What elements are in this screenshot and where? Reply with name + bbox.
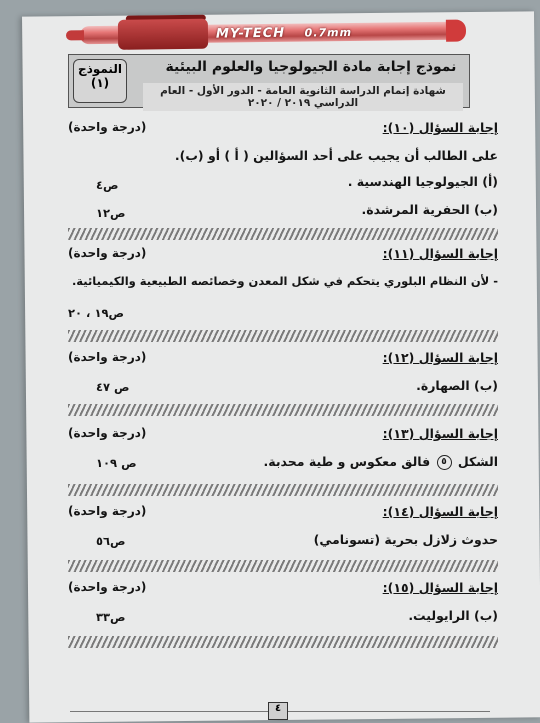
question-degree: (درجة واحدة) (68, 120, 147, 134)
question-degree: (درجة واحدة) (68, 504, 147, 518)
section-divider (68, 484, 498, 496)
section-divider (68, 560, 498, 572)
section-divider (68, 330, 498, 342)
page-reference: ص٣٣ (96, 610, 126, 624)
pen-size: 0.7mm (304, 25, 353, 40)
answer-line: (ب) الحفرية المرشدة. (361, 202, 498, 217)
question-title: إجابة السؤال (١٢): (382, 350, 498, 365)
page-reference: ص ١٠٩ (96, 456, 137, 470)
figure-number: ٥ (437, 455, 452, 470)
page-title: نموذج إجابة مادة الجيولوجيا والعلوم البيئية (165, 59, 457, 75)
question-title: إجابة السؤال (١٣): (382, 426, 498, 441)
answer-text: الشكل (457, 454, 498, 469)
question-degree: (درجة واحدة) (68, 426, 147, 440)
section-divider (68, 228, 498, 240)
question-title: إجابة السؤال (١٠): (382, 120, 498, 135)
page-reference: ص٤ (96, 178, 119, 192)
answer-line: (ب) الصهارة. (416, 378, 498, 393)
question-degree: (درجة واحدة) (68, 246, 147, 260)
pen (66, 16, 466, 51)
question-title: إجابة السؤال (١٤): (382, 504, 498, 519)
document-header (68, 54, 470, 108)
page-reference: ص ٤٧ (96, 380, 130, 394)
answer-line: - لأن النظام البلوري يتحكم في شكل المعدن وخصائصه الطبيعية والكيميائية. (71, 274, 498, 288)
page-number: ٤ (268, 702, 288, 720)
pen-end (446, 20, 466, 42)
answer-text: فالق معكوس و طية محدبة. (263, 454, 431, 469)
question-title: إجابة السؤال (١٥): (382, 580, 498, 595)
question-section (68, 246, 498, 326)
page-reference: ص٥٦ (96, 534, 126, 548)
pen-brand: MY-TECH (215, 25, 286, 42)
section-divider (68, 636, 498, 648)
answer-line: حدوث زلازل بحرية (تسونامي) (313, 532, 498, 547)
question-section (68, 426, 498, 476)
question-section (68, 120, 498, 220)
answer-line: على الطالب أن يجيب على أحد السؤالين ( أ ) أو (ب). (174, 148, 498, 163)
answer-line (264, 454, 498, 470)
question-degree: (درجة واحدة) (68, 580, 147, 594)
pen-tip (66, 30, 84, 40)
pen-cap (118, 19, 208, 50)
question-degree: (درجة واحدة) (68, 350, 147, 364)
page-reference: ص١٢ (96, 206, 126, 220)
answer-line: (ب) الرايوليت. (408, 608, 498, 623)
question-title: إجابة السؤال (١١): (382, 246, 498, 261)
pen-label (216, 25, 352, 42)
answer-line: (أ) الجيولوجيا الهندسية . (347, 174, 498, 189)
section-divider (68, 404, 498, 416)
question-section (68, 350, 498, 400)
question-section (68, 580, 498, 630)
model-label: النموذج (78, 62, 122, 76)
page-subtitle: شهادة إتمام الدراسة الثانوية العامة - الدور الأول - العام الدراسي ٢٠١٩ / ٢٠٢٠ (143, 83, 463, 111)
question-section (68, 504, 498, 554)
model-number: (١) (90, 76, 110, 90)
page-reference: ص١٩ ، ٢٠ (68, 306, 124, 320)
model-box (73, 59, 127, 103)
